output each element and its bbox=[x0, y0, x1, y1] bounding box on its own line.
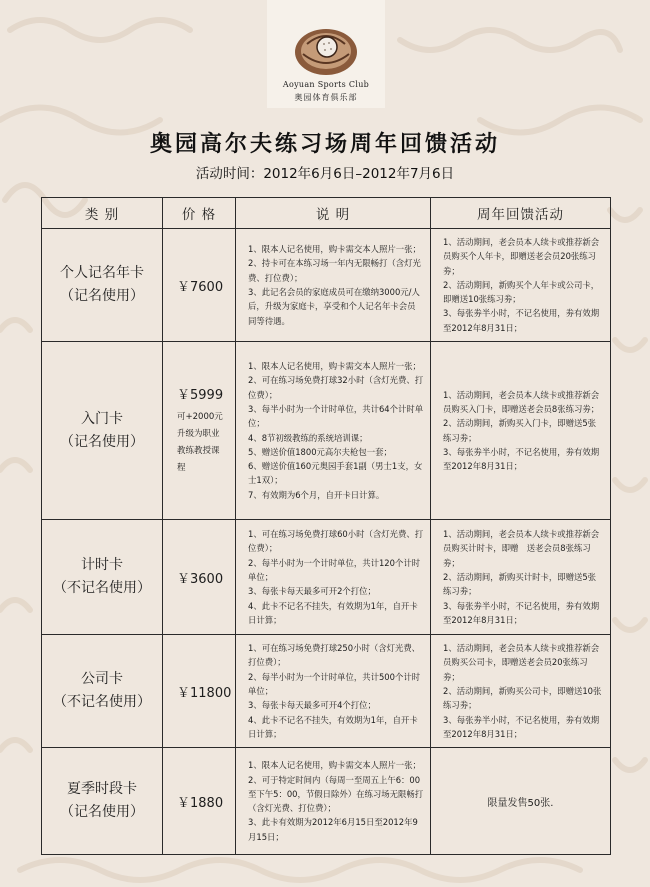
list-item: 2、可在练习场免费打球32小时（含灯光费、打位费）； bbox=[248, 375, 424, 400]
category-name: 个人记名年卡 bbox=[60, 265, 144, 282]
club-logo bbox=[267, 0, 385, 108]
price-cell bbox=[163, 520, 236, 635]
list-item: 4、此卡不记名不挂失，有效期为1年，自开卡日计算； bbox=[248, 714, 418, 739]
rewards-cell bbox=[431, 635, 611, 748]
price-value: ￥5999 bbox=[177, 388, 224, 404]
club-name-cn: 奥园体育俱乐部 bbox=[294, 93, 358, 102]
description-cell bbox=[236, 342, 431, 520]
price-value: ￥7600 bbox=[177, 279, 224, 295]
category-cell bbox=[42, 748, 163, 855]
list-item: 3、每张卡每天最多可开2个打位； bbox=[248, 586, 376, 597]
list-item: 2、活动期间，新购买计时卡，即赠送5张练习劵； bbox=[443, 571, 597, 597]
category-usage: （记名使用） bbox=[60, 804, 144, 821]
club-name-en: Aoyuan Sports Club bbox=[282, 80, 370, 89]
list-item: 3、每张劵半小时，不记名使用，劵有效期至2012年8月31日； bbox=[443, 600, 600, 625]
list-item: 1、可在练习场免费打球250小时（含灯光费、打位费）； bbox=[248, 643, 421, 668]
price-cell bbox=[163, 635, 236, 748]
table-row bbox=[42, 748, 611, 855]
header-price: 价 格 bbox=[163, 198, 236, 229]
price-cell bbox=[163, 229, 236, 342]
header-description: 说 明 bbox=[236, 198, 431, 229]
category-usage: （记名使用） bbox=[60, 433, 144, 450]
list-item: 1、活动期间，老会员本人续卡或推荐新会员购买计时卡，即赠 送老会员8张练习劵； bbox=[443, 529, 600, 568]
table-row bbox=[42, 635, 611, 748]
category-name: 计时卡 bbox=[81, 557, 123, 574]
category-name: 公司卡 bbox=[81, 671, 123, 688]
table-row bbox=[42, 520, 611, 635]
rewards-cell bbox=[431, 520, 611, 635]
description-cell bbox=[236, 635, 431, 748]
list-item: 1、活动期间，老会员本人续卡或推荐新会员购买个人年卡，即赠送老会员20张练习劵； bbox=[443, 237, 600, 276]
list-item: 2、活动期间，新购买个人年卡或公司卡，即赠送10张练习劵； bbox=[443, 279, 600, 305]
price-value: ￥11800 bbox=[177, 685, 232, 701]
list-item: 1、限本人记名使用，购卡需交本人照片一张； bbox=[248, 244, 421, 255]
list-item: 1、活动期间，老会员本人续卡或推荐新会员购买公司卡，即赠送老会员20张练习劵； bbox=[443, 643, 600, 682]
price-cell bbox=[163, 748, 236, 855]
list-item: 3、每张劵半小时，不记名使用，劵有效期至2012年8月31日； bbox=[443, 446, 600, 472]
category-cell bbox=[42, 520, 163, 635]
price-note: 可+2000元升级为职业教练教授课程 bbox=[177, 412, 223, 474]
list-item: 2、可于特定时间内（每周一至周五上午6：00至下午5：00，节假日除外）在练习场无限畅打（含灯光费、打位费）； bbox=[248, 774, 424, 814]
list-item: 7、有效期为6个月，自开卡日计算。 bbox=[248, 489, 385, 500]
category-name: 入门卡 bbox=[81, 410, 123, 427]
description-cell bbox=[236, 229, 431, 342]
list-item: 2、每半小时为一个计时单位，共计500个计时单位； bbox=[248, 671, 421, 696]
category-name: 夏季时段卡 bbox=[67, 781, 137, 798]
header-rewards: 周年回馈活动 bbox=[431, 198, 611, 229]
list-item: 5、赠送价值1800元高尔夫枪包一套； bbox=[248, 446, 392, 457]
list-item: 6、赠送价值160元奥园手套1副（男士1支，女士1双）； bbox=[248, 461, 423, 486]
list-item: 4、8节初级教练的系统培训课； bbox=[248, 432, 368, 443]
list-item: 1、可在练习场免费打球60小时（含灯光费、打位费）； bbox=[248, 529, 424, 554]
category-usage: （不记名使用） bbox=[53, 694, 151, 711]
list-item: 3、每半小时为一个计时单位，共计64个计时单位； bbox=[248, 403, 424, 429]
list-item: 1、活动期间，老会员本人续卡或推荐新会员购买入门卡，即赠送老会员8张练习劵； bbox=[443, 389, 600, 414]
category-cell bbox=[42, 635, 163, 748]
list-item: 2、每半小时为一个计时单位，共计120个计时单位； bbox=[248, 557, 421, 582]
list-item: 4、此卡不记名不挂失，有效期为1年，自开卡日计算； bbox=[248, 600, 418, 625]
table-row bbox=[42, 229, 611, 342]
golf-ball-shell-icon bbox=[293, 20, 359, 78]
list-item: 2、持卡可在本练习场一年内无限畅打（含灯光费、打位费）； bbox=[248, 258, 421, 283]
list-item: 3、每张劵半小时，不记名使用，劵有效期至2012年8月31日； bbox=[443, 308, 600, 333]
category-cell bbox=[42, 229, 163, 342]
activity-period: 活动时间：2012年6月6日–2012年7月6日 bbox=[195, 166, 455, 182]
list-item: 3、此记名会员的家庭成员可在缴纳3000元/人后，升级为家庭卡，享受和个人记名年卡会员 同等待遇。 bbox=[248, 287, 424, 326]
list-item: 3、每张卡每天最多可开4个打位； bbox=[248, 700, 376, 711]
list-item: 1、限本人记名使用，购卡需交本人照片一张； bbox=[248, 760, 421, 771]
table-header-row bbox=[42, 198, 611, 229]
category-usage: （不记名使用） bbox=[53, 580, 151, 597]
rewards-cell bbox=[431, 229, 611, 342]
list-item: 2、活动期间，新购买入门卡，即赠送5张练习劵； bbox=[443, 418, 597, 443]
rewards-cell: 限量发售50张. bbox=[431, 748, 611, 855]
price-value: ￥1880 bbox=[177, 795, 224, 811]
description-cell bbox=[236, 748, 431, 855]
rewards-cell bbox=[431, 342, 611, 520]
page-title: 奥园高尔夫练习场周年回馈活动 bbox=[149, 131, 500, 157]
category-cell bbox=[42, 342, 163, 520]
list-item: 3、每张劵半小时，不记名使用，劵有效期至2012年8月31日； bbox=[443, 714, 600, 739]
price-cell bbox=[163, 342, 236, 520]
table-row bbox=[42, 342, 611, 520]
category-usage: （记名使用） bbox=[60, 288, 144, 305]
membership-table bbox=[41, 197, 611, 855]
list-item: 1、限本人记名使用，购卡需交本人照片一张； bbox=[248, 361, 421, 372]
description-cell bbox=[236, 520, 431, 635]
list-item: 2、活动期间，新购买公司卡，即赠送10张练习劵； bbox=[443, 685, 602, 711]
price-value: ￥3600 bbox=[177, 571, 224, 587]
list-item: 3、此卡有效期为2012年6月15日至2012年9月15日； bbox=[248, 817, 418, 842]
header-category: 类 别 bbox=[42, 198, 163, 229]
